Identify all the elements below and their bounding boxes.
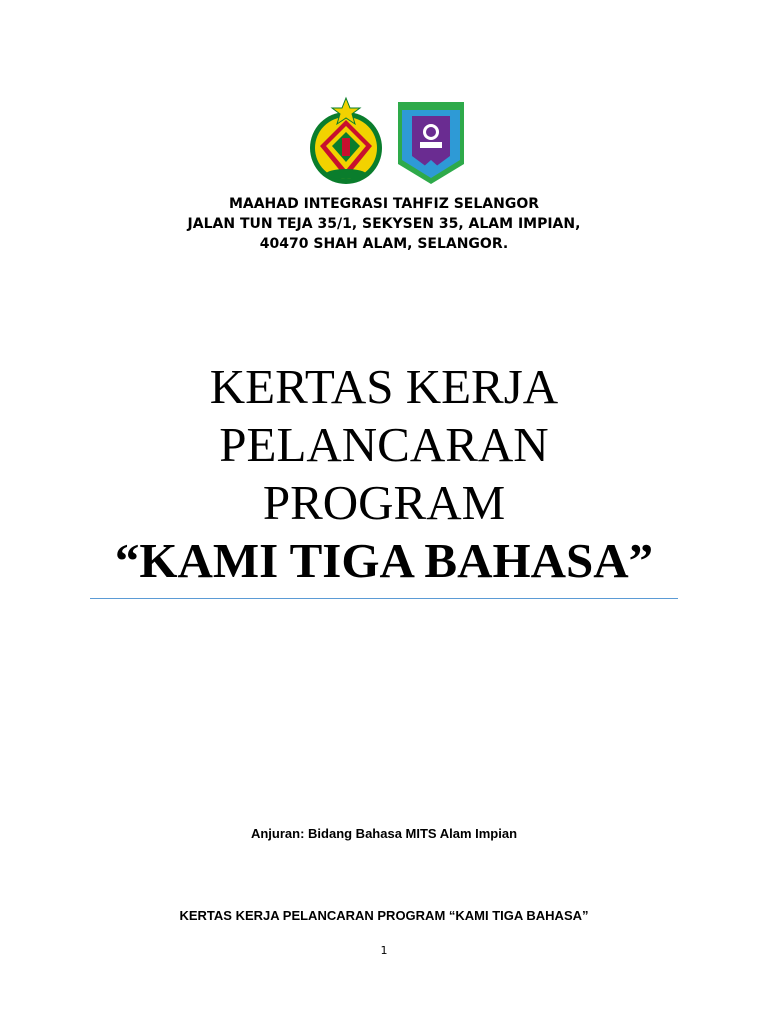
postcode-city: 40470 SHAH ALAM, SELANGOR. (259, 236, 509, 252)
title-line-2: PELANCARAN (219, 417, 549, 472)
school-crest-icon (398, 102, 464, 184)
school-name: MAAHAD INTEGRASI TAHFIZ SELANGOR (228, 196, 540, 212)
program-name: “KAMI TIGA BAHASA” (114, 533, 654, 588)
organizer-text: Anjuran: Bidang Bahasa MITS Alam Impian (250, 826, 518, 841)
page-number: 1 (380, 944, 388, 957)
title-line-3: PROGRAM (262, 475, 506, 530)
title-divider (90, 598, 678, 599)
street-address: JALAN TUN TEJA 35/1, SEKYSEN 35, ALAM IMPIAN, (187, 216, 581, 232)
selangor-crest-icon (308, 96, 384, 188)
footer-title: KERTAS KERJA PELANCARAN PROGRAM “KAMI TIGA BAHASA” (179, 908, 589, 923)
title-line-1: KERTAS KERJA (209, 359, 559, 414)
logo-row (0, 96, 768, 188)
document-title (0, 358, 768, 590)
school-address (0, 194, 768, 254)
